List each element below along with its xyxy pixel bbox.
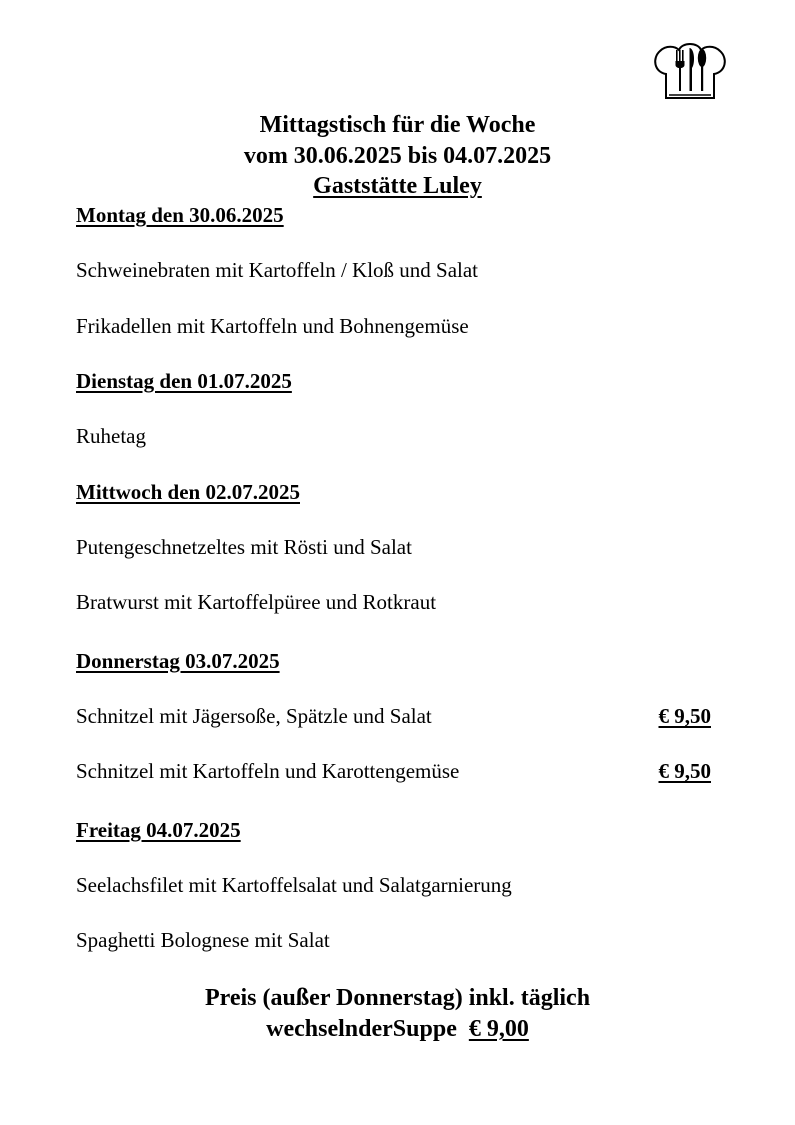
day-heading-friday: Freitag 04.07.2025 (76, 818, 241, 842)
dish-tuesday-1: Ruhetag (76, 424, 146, 448)
dish-wednesday-1: Putengeschnetzeltes mit Rösti und Salat (76, 535, 412, 559)
price-thursday-2: € 9,50 (658, 759, 711, 783)
day-heading-thursday: Donnerstag 03.07.2025 (76, 649, 280, 673)
price-note: Preis (außer Donnerstag) inkl. täglich (204, 985, 591, 1011)
restaurant-name: Gaststätte Luley (313, 173, 482, 199)
date-range: vom 30.06.2025 bis 04.07.2025 (243, 143, 552, 169)
chef-hat-cutlery-icon (650, 38, 730, 100)
dish-thursday-2: Schnitzel mit Kartoffeln und Karottengemüse (76, 759, 460, 783)
price-note-amount: € 9,00 (468, 1016, 529, 1042)
dish-friday-2: Spaghetti Bolognese mit Salat (76, 928, 330, 952)
dish-thursday-1: Schnitzel mit Jägersoße, Spätzle und Salat (76, 704, 432, 728)
dish-monday-2: Frikadellen mit Kartoffeln und Bohnengemüse (76, 314, 469, 338)
dish-friday-1: Seelachsfilet mit Kartoffelsalat und Salatgarnierung (76, 873, 512, 897)
page-title: Mittagstisch für die Woche (259, 112, 536, 138)
dish-wednesday-2: Bratwurst mit Kartoffelpüree und Rotkraut (76, 590, 437, 614)
price-note-line2 (0, 1014, 795, 1044)
dish-monday-1: Schweinebraten mit Kartoffeln / Kloß und Salat (76, 258, 479, 282)
day-heading-wednesday: Mittwoch den 02.07.2025 (76, 480, 300, 504)
price-note-text: wechselnderSuppe (266, 1016, 457, 1042)
price-thursday-1: € 9,50 (658, 704, 711, 728)
day-heading-monday: Montag den 30.06.2025 (76, 203, 284, 227)
day-heading-tuesday: Dienstag den 01.07.2025 (76, 369, 292, 393)
